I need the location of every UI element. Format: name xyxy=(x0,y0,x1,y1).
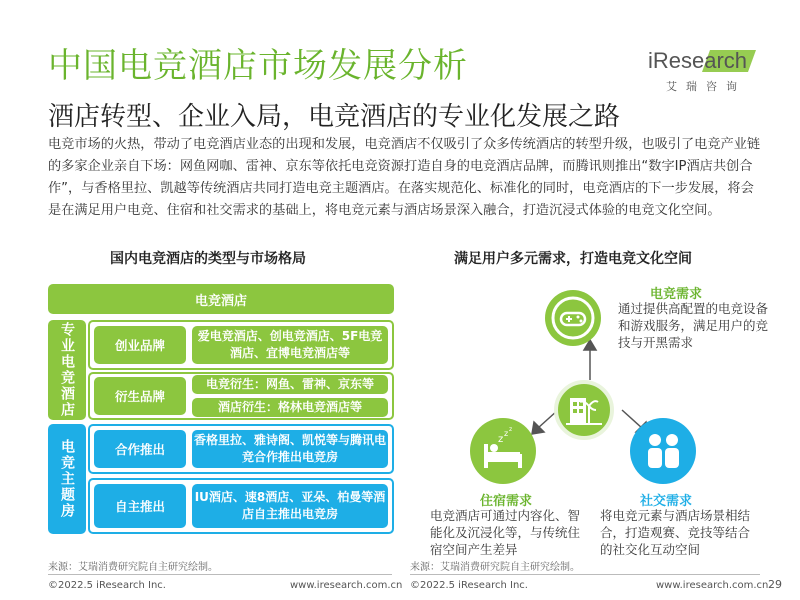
need-title-social: 社交需求 xyxy=(640,494,693,509)
group-theme-room: 电竞主题房 xyxy=(48,424,86,534)
intro-paragraph: 电竞市场的火热，带动了电竞酒店业态的出现和发展，电竞酒店不仅吸引了众多传统酒店的转型升级，也吸引了电竞产业链的多家企业亲自下场：网鱼网咖、雷神、京东等依托电竞资源打造自身的电竞酒店品牌，而腾讯则推出“数字IP酒店共创合作”，与香格里拉、凯越等传统酒店共同打造电竞主题酒店。在落实规范化、标准化的同时，电竞酒店的下一步发展，将会是在满足用户电竞、住宿和社交需求的基础上，将电竞元素与酒店场景深入融合，打造沉浸式体验的电竞文化空间。 xyxy=(48,137,761,218)
row-label: 自主推出 xyxy=(94,484,186,528)
row-item: 电竞衍生：网鱼、雷神、京东等 xyxy=(192,375,388,394)
need-title-lodging: 住宿需求 xyxy=(480,494,533,509)
row-item: 酒店衍生：格林电竞酒店等 xyxy=(192,398,388,417)
logo-chinese: 艾瑞咨询 xyxy=(666,80,746,93)
footer-copyright: ©2022.5 iResearch Inc. xyxy=(410,580,528,591)
left-heading: 国内电竞酒店的类型与市场格局 xyxy=(110,251,306,267)
page-title: 中国电竞酒店市场发展分析 xyxy=(48,46,468,86)
row-item: 爱电竞酒店、创电竞酒店、5F电竞酒店、宜博电竞酒店等 xyxy=(192,326,388,364)
svg-text:z: z xyxy=(504,429,509,438)
right-source: 来源：艾瑞消费研究院自主研究绘制。 xyxy=(410,562,580,573)
gamepad-circle xyxy=(545,290,601,346)
page-number: 29 xyxy=(768,578,782,591)
row-label: 衍生品牌 xyxy=(94,377,186,415)
need-text-esports: 通过提供高配置的电竞设备和游戏服务，满足用户的竞技与开黑需求 xyxy=(618,301,769,350)
footer-copyright: ©2022.5 iResearch Inc. xyxy=(48,580,166,591)
people-circle xyxy=(630,418,696,484)
bed-icon xyxy=(470,418,536,484)
svg-text:z: z xyxy=(509,426,513,433)
page-subtitle: 酒店转型、企业入局，电竞酒店的专业化发展之路 xyxy=(48,102,621,132)
footer-divider xyxy=(48,574,392,575)
row-label: 合作推出 xyxy=(94,430,186,468)
need-text-lodging: 电竞酒店可通过内容化、智能化及沉浸化等，与传统住宿空间产生差异 xyxy=(430,508,581,557)
iresearch-logo xyxy=(648,40,758,100)
need-title-esports: 电竞需求 xyxy=(650,287,703,302)
row-label: 创业品牌 xyxy=(94,326,186,364)
row-item: IU酒店、速8酒店、亚朵、柏曼等酒店自主推出电竞房 xyxy=(192,484,388,528)
bed-circle xyxy=(470,418,536,484)
hotel-type-top: 电竞酒店 xyxy=(48,284,394,314)
need-text-social: 将电竞元素与酒店场景相结合，打造观赛、竞技等结合的社交化互动空间 xyxy=(600,508,751,557)
people-icon xyxy=(630,418,696,484)
group-professional: 专业电竞酒店 xyxy=(48,320,86,420)
svg-text:z: z xyxy=(498,434,504,445)
footer-url[interactable]: www.iresearch.com.cn xyxy=(290,580,403,591)
right-heading: 满足用户多元需求，打造电竞文化空间 xyxy=(454,251,692,267)
gamepad-icon xyxy=(545,290,601,346)
logo-wordmark: iResearch xyxy=(648,48,748,73)
footer-divider xyxy=(410,574,760,575)
left-source: 来源：艾瑞消费研究院自主研究绘制。 xyxy=(48,562,218,573)
row-item: 香格里拉、雅诗阁、凯悦等与腾讯电竞合作推出电竞房 xyxy=(192,430,388,468)
hotel-circle xyxy=(554,380,614,440)
hotel-icon xyxy=(558,384,610,436)
footer-url[interactable]: www.iresearch.com.cn xyxy=(656,580,769,591)
